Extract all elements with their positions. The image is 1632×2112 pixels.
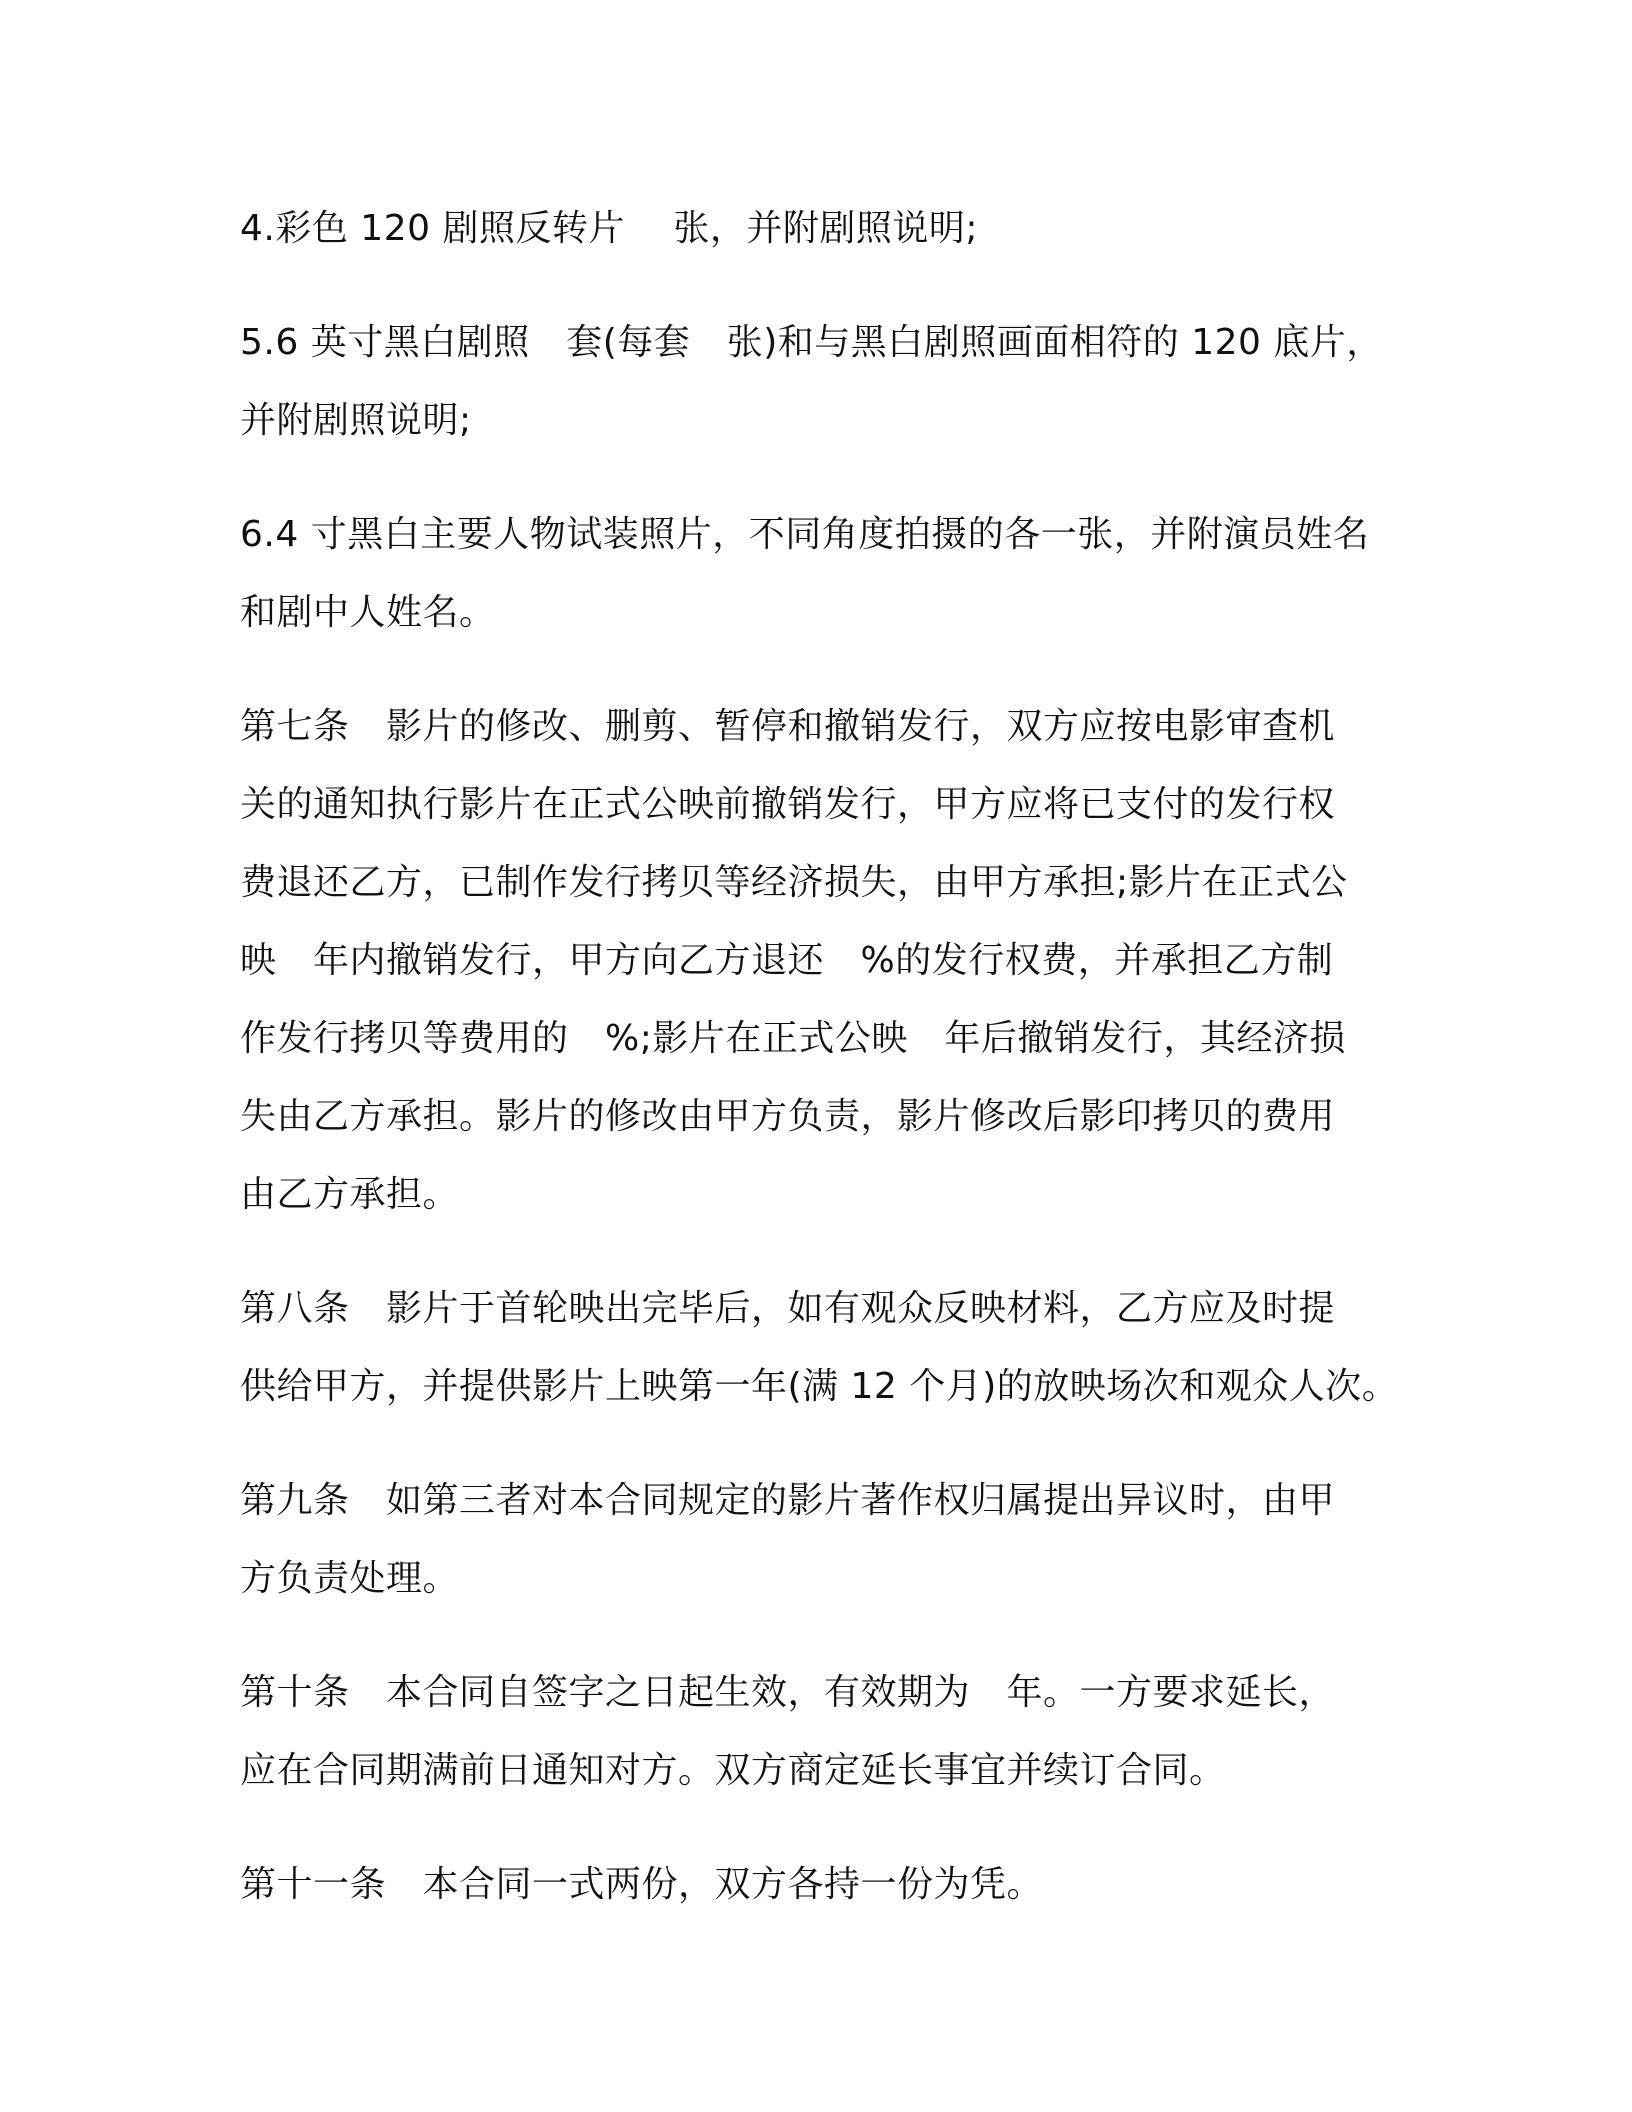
paragraph-item-4	[240, 190, 1400, 268]
paragraph-item-6	[240, 496, 1400, 652]
paragraph-line: 6.4 寸黑白主要人物试装照片，不同角度拍摄的各一张，并附演员姓名	[240, 514, 1370, 555]
paragraph-line: 费退还乙方，已制作发行拷贝等经济损失，由甲方承担;影片在正式公	[240, 862, 1348, 903]
paragraph-line: 映 年内撤销发行，甲方向乙方退还 %的发行权费，并承担乙方制	[240, 940, 1334, 981]
paragraph-line: 由乙方承担。	[240, 1174, 460, 1215]
paragraph-line: 4.彩色 120 剧照反转片 张，并附剧照说明;	[240, 208, 979, 249]
document-page	[240, 190, 1400, 1960]
paragraph-item-5	[240, 304, 1400, 460]
paragraph-line: 并附剧照说明;	[240, 400, 472, 441]
paragraph-line: 关的通知执行影片在正式公映前撤销发行，甲方应将已支付的发行权	[240, 784, 1336, 825]
paragraph-line: 作发行拷贝等费用的 %;影片在正式公映 年后撤销发行，其经济损	[240, 1018, 1346, 1059]
paragraph-line: 失由乙方承担。影片的修改由甲方负责，影片修改后影印拷贝的费用	[240, 1096, 1336, 1137]
paragraph-line: 和剧中人姓名。	[240, 592, 496, 633]
paragraph-line: 5.6 英寸黑白剧照 套(每套 张)和与黑白剧照画面相符的 120 底片，	[240, 322, 1383, 363]
paragraph-line: 第十一条 本合同一式两份，双方各持一份为凭。	[240, 1864, 1044, 1905]
article-7	[240, 688, 1400, 1234]
paragraph-line: 第十条 本合同自签字之日起生效，有效期为 年。一方要求延长，	[240, 1672, 1336, 1713]
paragraph-line: 第九条 如第三者对本合同规定的影片著作权归属提出异议时，由甲	[240, 1480, 1336, 1521]
paragraph-line: 方负责处理。	[240, 1558, 460, 1599]
paragraph-line: 供给甲方，并提供影片上映第一年(满 12 个月)的放映场次和观众人次。	[240, 1366, 1399, 1407]
article-11	[240, 1846, 1400, 1924]
article-10	[240, 1654, 1400, 1810]
paragraph-line: 应在合同期满前日通知对方。双方商定延长事宜并续订合同。	[240, 1750, 1226, 1791]
article-8	[240, 1270, 1400, 1426]
article-9	[240, 1462, 1400, 1618]
paragraph-line: 第七条 影片的修改、删剪、暂停和撤销发行，双方应按电影审查机	[240, 706, 1336, 747]
paragraph-line: 第八条 影片于首轮映出完毕后，如有观众反映材料，乙方应及时提	[240, 1288, 1336, 1329]
